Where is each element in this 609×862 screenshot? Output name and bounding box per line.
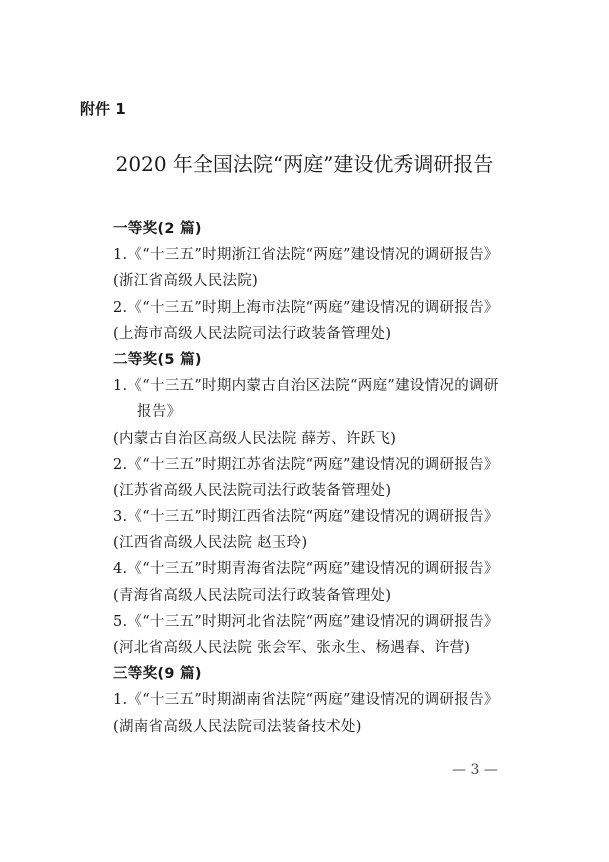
report-author: (内蒙古自治区高级人民法院 薛芳、许跃飞) bbox=[113, 430, 397, 447]
report-author: (湖南省高级人民法院司法装备技术处) bbox=[113, 718, 362, 735]
page-number: — 3 — bbox=[452, 762, 498, 778]
document-title: 2020 年全国法院“两庭”建设优秀调研报告 bbox=[115, 152, 494, 176]
report-title-continuation: 报告》 bbox=[137, 404, 182, 421]
report-author: (上海市高级人民法院司法行政装备管理处) bbox=[113, 325, 392, 342]
report-author: (江西省高级人民法院 赵玉玲) bbox=[113, 535, 308, 552]
report-title: 2.《“十三五”时期江苏省法院“两庭”建设情况的调研报告》 bbox=[113, 456, 499, 473]
section-heading-first-prize: 一等奖(2 篇) bbox=[113, 221, 202, 237]
report-author: (浙江省高级人民法院) bbox=[113, 273, 259, 290]
attachment-label: 附件 1 bbox=[80, 100, 126, 118]
report-author: (河北省高级人民法院 张会军、张永生、杨遇春、许营) bbox=[113, 640, 471, 656]
report-title: 1.《“十三五”时期内蒙古自治区法院“两庭”建设情况的调研 bbox=[113, 378, 499, 395]
award-list bbox=[113, 216, 553, 740]
report-title: 4.《“十三五”时期青海省法院“两庭”建设情况的调研报告》 bbox=[113, 561, 499, 578]
report-author: (江苏省高级人民法院司法行政装备管理处) bbox=[113, 482, 392, 499]
section-heading-second-prize: 二等奖(5 篇) bbox=[113, 351, 202, 368]
report-title: 2.《“十三五”时期上海市法院“两庭”建设情况的调研报告》 bbox=[113, 299, 499, 316]
report-title: 1.《“十三五”时期湖南省法院“两庭”建设情况的调研报告》 bbox=[113, 692, 499, 709]
section-heading-third-prize: 三等奖(9 篇) bbox=[113, 666, 202, 683]
report-author: (青海省高级人民法院司法行政装备管理处) bbox=[113, 587, 392, 604]
report-title: 1.《“十三五”时期浙江省法院“两庭”建设情况的调研报告》 bbox=[113, 247, 499, 264]
report-title: 3.《“十三五”时期江西省法院“两庭”建设情况的调研报告》 bbox=[113, 509, 499, 526]
report-title: 5.《“十三五”时期河北省法院“两庭”建设情况的调研报告》 bbox=[113, 613, 499, 630]
